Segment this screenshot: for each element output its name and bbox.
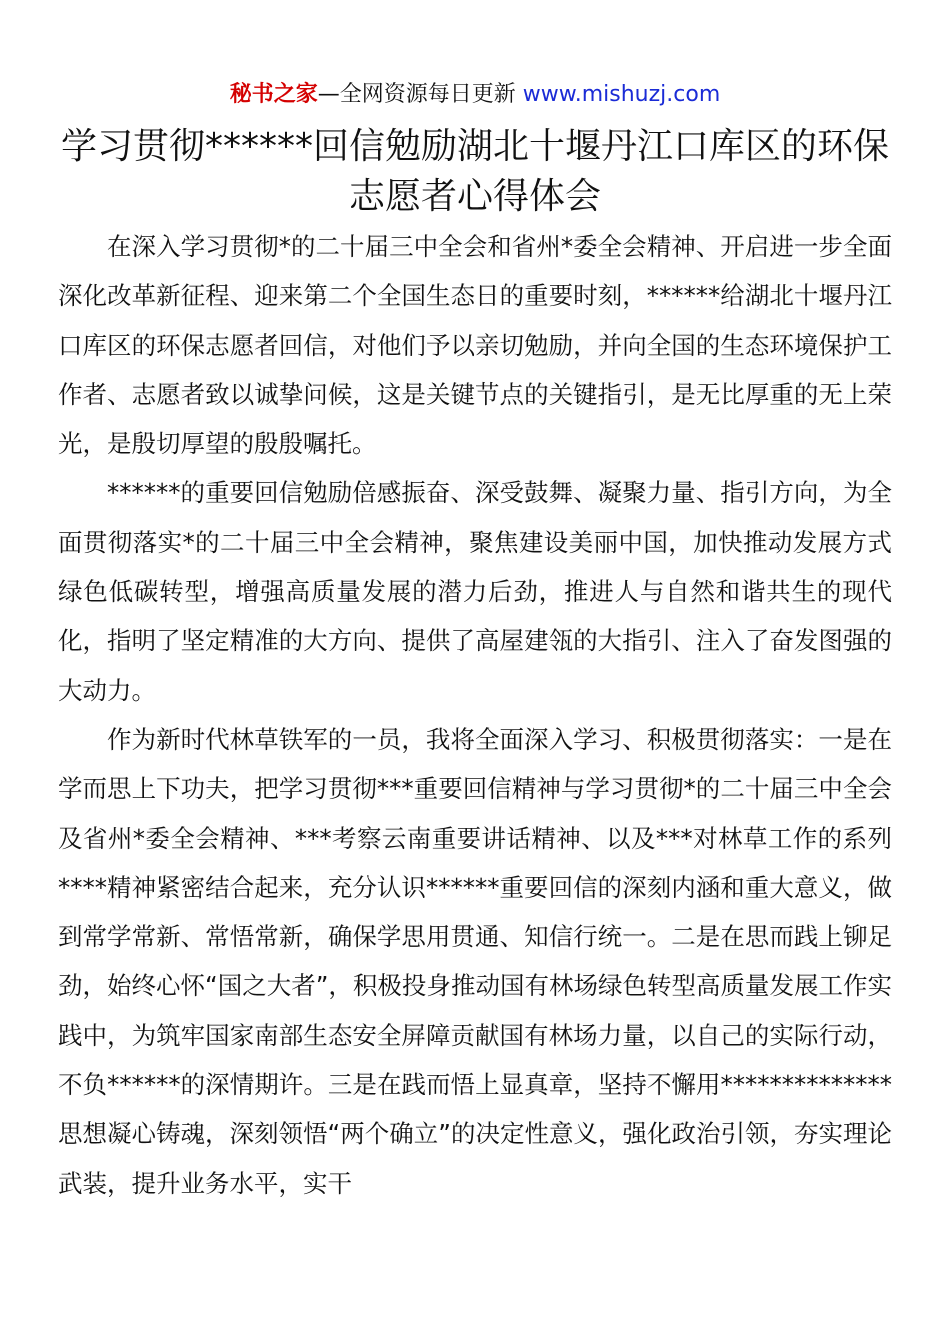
body-paragraph-1: 在深入学习贯彻*的二十届三中全会和省州*委全会精神、开启进一步全面深化改革新征程、迎来第二个全国生态日的重要时刻，******给湖北十堰丹江口库区的环保志愿者回信，对他们予以亲切勉励，并向全国的生态环境保护工作者、志愿者致以诚挚问候，这是关键节点的关键指引，是无比厚重的无上荣光，是殷切厚望的殷殷嘱托。 xyxy=(58,232,892,459)
document-title: 学习贯彻******回信勉励湖北十堰丹江口库区的环保志愿者心得体会 xyxy=(60,126,889,217)
body-paragraph-3: 作为新时代林草铁军的一员，我将全面深入学习、积极贯彻落实：一是在学而思上下功夫，把学习贯彻***重要回信精神与学习贯彻*的二十届三中全会及省州*委全会精神、***考察云南重要讲话精神、以及***对林草工作的系列****精神紧密结合起来，充分认识******重要回信的深刻内涵和重大意义，做到常学常新、常悟常新，确保学思用贯通、知信行统一。二是在思而践上铆足劲，始终心怀“国之大者”，积极投身推动国有林场绿色转型高质量发展工作实践中，为筑牢国家南部生态安全屏障贡献国有林场力量，以自己的实际行动，不负******的深情期许。三是在践而悟上显真章，坚持不懈用**************思想凝心铸魂，深刻领悟“两个确立”的决定性意义，强化政治引领，夯实理论武装，提升业务水平，实干 xyxy=(58,724,892,1198)
site-brand: 秘书之家 xyxy=(229,82,318,107)
site-tagline: —全网资源每日更新 xyxy=(317,82,516,107)
body-paragraph-2: ******的重要回信勉励倍感振奋、深受鼓舞、凝聚力量、指引方向，为全面贯彻落实*的二十届三中全会精神，聚焦建设美丽中国，加快推动发展方式绿色低碳转型，增强高质量发展的潜力后劲，推进人与自然和谐共生的现代化，指明了坚定精准的大方向、提供了高屋建瓴的大指引、注入了奋发图强的大动力。 xyxy=(58,478,892,705)
site-header xyxy=(0,80,950,110)
site-url-link[interactable]: www.mishuzj.com xyxy=(522,82,721,107)
document-body xyxy=(58,222,892,1208)
